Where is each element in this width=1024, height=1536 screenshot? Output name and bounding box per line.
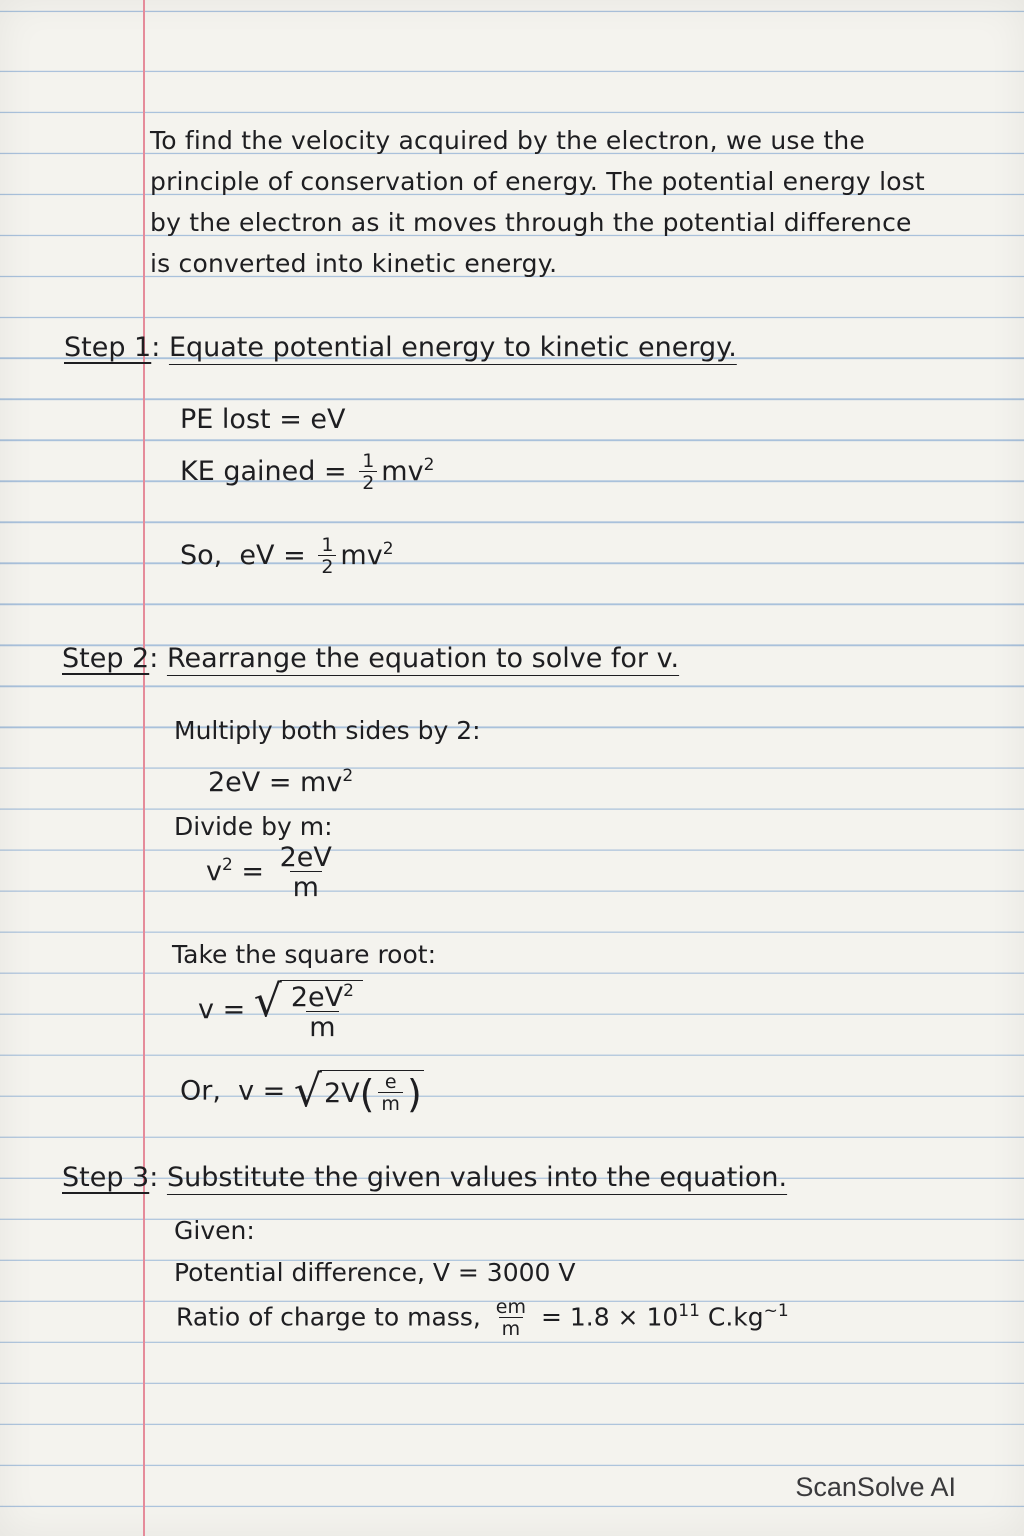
given-label: Given: xyxy=(174,1216,255,1245)
pe-lost-label: PE lost xyxy=(180,404,271,435)
2v-term: 2V xyxy=(323,1078,360,1109)
potential-difference-line: Potential difference, V = 3000 V xyxy=(174,1258,576,1287)
fraction-denominator: 2 xyxy=(359,471,377,493)
step3-heading: Step 3: Substitute the given values into the equation. xyxy=(62,1162,788,1193)
pe-equation: PE lost = eV xyxy=(180,404,346,435)
intro-line-3: by the electron as it moves through the potential difference xyxy=(150,208,912,237)
fraction-numerator: 1 xyxy=(321,534,334,556)
ev-term: eV xyxy=(239,540,275,571)
ratio-value: = 1.8 × 10 xyxy=(540,1302,679,1332)
exponent: 2 xyxy=(342,766,354,786)
exponent: 2 xyxy=(382,539,394,559)
step3-label: Step 3 xyxy=(62,1162,150,1193)
sqrt-icon: √ xyxy=(293,1066,322,1117)
intro-line-4: is converted into kinetic energy. xyxy=(150,249,558,278)
fraction-denominator: m xyxy=(499,1317,524,1339)
fraction-numerator: e xyxy=(384,1071,397,1093)
ratio-label: Ratio of charge to mass, xyxy=(176,1302,481,1332)
v-squared-equation: $v^2$ = $\frac{2eV}{m}$ xyxy=(206,844,339,901)
sqrt-expression xyxy=(253,976,363,1043)
eq-2ev xyxy=(208,766,353,798)
fraction-denominator: m xyxy=(290,871,322,901)
step3-title: Substitute the given values into the equation. xyxy=(166,1162,788,1193)
fraction-denominator: m xyxy=(306,1011,338,1041)
mv-term: mv xyxy=(381,456,424,487)
so-equation: So, eV = $\frac{1}{2}$ $mv^2$ xyxy=(180,534,394,578)
pe-value: eV xyxy=(310,404,346,435)
sqrt-text: Take the square root: xyxy=(172,940,437,969)
fraction-numerator: em xyxy=(495,1296,526,1318)
step1-heading: Step 1: Equate potential energy to kinetic energy. xyxy=(64,332,737,363)
fraction-numerator: 1 xyxy=(362,450,375,472)
v-term: v xyxy=(238,1075,255,1107)
right-paren: ) xyxy=(406,1071,422,1116)
left-paren: ( xyxy=(359,1071,375,1116)
fraction-numerator xyxy=(288,983,357,1011)
brand-watermark: ScanSolve AI xyxy=(795,1472,956,1502)
v-term: v xyxy=(198,994,214,1025)
ratio-line xyxy=(176,1298,789,1339)
2ev-over-m-fraction xyxy=(277,844,335,901)
step1-title: Equate potential energy to kinetic energy. xyxy=(168,332,737,363)
exponent: 2 xyxy=(221,855,233,875)
or-equation: Or, v = √ 2V ( $\frac{e}{m}$ ) xyxy=(180,1066,422,1117)
exponent: 2 xyxy=(423,455,435,475)
margin-line xyxy=(143,0,145,1536)
divide-text: Divide by m: xyxy=(174,812,333,841)
step1-label: Step 1 xyxy=(64,332,152,363)
step2-heading: Step 2: Rearrange the equation to solve for v. xyxy=(62,643,680,674)
v-term: v xyxy=(206,856,222,887)
em-over-m-fraction xyxy=(493,1298,529,1339)
so-prefix: So, xyxy=(180,540,223,571)
eq-2ev-text: 2eV = mv xyxy=(208,767,343,798)
ke-equation: KE gained = $\frac{1}{2}$ $mv^2$ xyxy=(180,450,435,494)
intro-line-1: To find the velocity acquired by the electron, we use the xyxy=(150,126,865,155)
numerator-text: 2eV xyxy=(290,982,344,1013)
sqrt-icon: √ xyxy=(253,976,282,1027)
exponent: 2 xyxy=(343,981,354,1001)
half-fraction xyxy=(359,452,377,493)
ratio-unit: C.kg xyxy=(707,1302,764,1332)
sqrt-radicand xyxy=(280,980,363,1041)
or-prefix: Or, xyxy=(180,1075,221,1107)
step2-label: Step 2 xyxy=(62,643,150,674)
intro-line-2: principle of conservation of energy. The potential energy lost xyxy=(150,167,925,196)
multiply-text: Multiply both sides by 2: xyxy=(174,716,481,745)
ke-gained-label: KE gained xyxy=(180,456,316,487)
sqrt-radicand xyxy=(320,1070,424,1114)
half-fraction xyxy=(318,536,336,577)
ratio-unit-exponent: ~1 xyxy=(763,1301,789,1322)
2ev-over-m-fraction xyxy=(288,983,357,1041)
fraction-numerator: 2eV xyxy=(279,842,332,873)
fraction-denominator: 2 xyxy=(318,555,336,577)
fraction-denominator: m xyxy=(378,1092,403,1114)
v-sqrt-equation: v = √ $\frac{2eV^2}{m}$ xyxy=(198,980,363,1041)
mv-term: mv xyxy=(340,540,383,571)
step2-title: Rearrange the equation to solve for v. xyxy=(166,643,680,674)
e-over-m-fraction xyxy=(378,1073,403,1114)
ratio-exponent: 11 xyxy=(678,1301,700,1322)
